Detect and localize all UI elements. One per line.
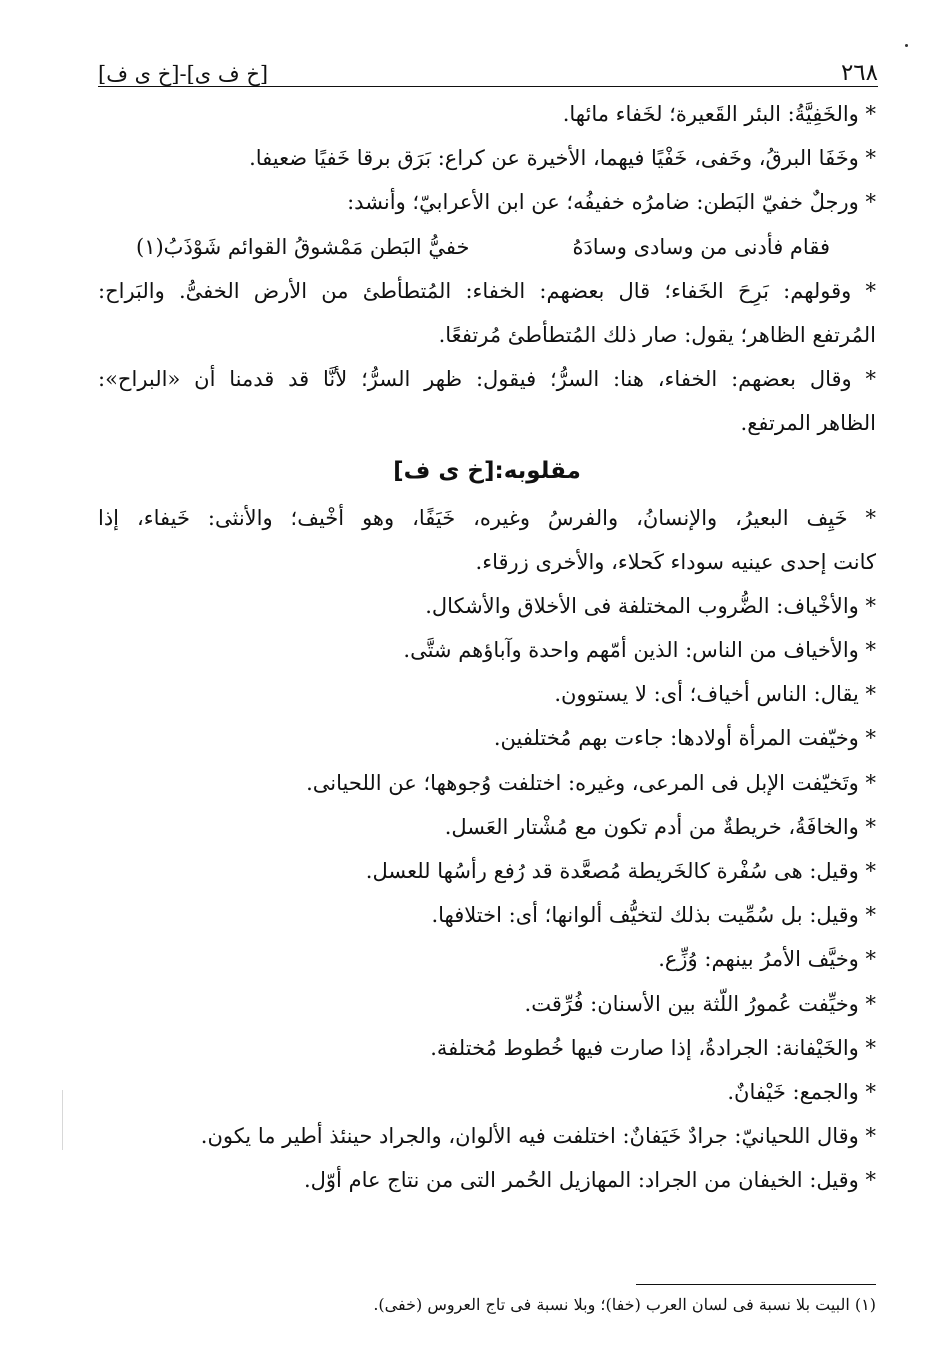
text-line: * وخيَّف الأمرُ بينهم: وُزِّع. — [658, 947, 876, 972]
text-line: * وقولهم: بَرِحَ الخَفاء؛ قال بعضهم: الخفاء: المُتطأطئ من الأرض الخفىُّ. والبَراح: — [98, 278, 876, 303]
page-header — [98, 40, 878, 86]
scan-margin-mark — [62, 1090, 63, 1150]
footnote: (١) البيت بلا نسبة فى لسان العرب (خفا)؛ وبلا نسبة فى تاج العروس (خفى). — [373, 1295, 876, 1314]
scan-dot — [905, 44, 908, 47]
text-line: * وقيل: بل سُمِّيت بذلك لتخيُّف ألوانها؛ أى: اختلافها. — [431, 903, 876, 928]
text-line: * وخيّفت المرأة أولادها: جاءت بهم مُختلفين. — [493, 726, 876, 751]
text-line: كانت إحدى عينيه سوداء كَحلاء، والأخرى زرقاء. — [475, 549, 876, 574]
text-line: * والجمع: خَيْفانٌ. — [727, 1079, 876, 1104]
footnote-rule — [636, 1284, 876, 1285]
text-line: * وخيِّفت عُمورُ اللّثة بين الأسنان: فُرِّقت. — [524, 991, 876, 1016]
text-line: * وتَخيّفت الإبل فى المرعى، وغيره: اختلفت وُجوهها؛ عن اللحيانى. — [306, 770, 876, 795]
text-line: * وقال بعضهم: الخفاء، هنا: السرُّ؛ فيقول: ظهر السرُّ؛ لأنَّا قد قدمنا أن «البراح»: — [98, 367, 876, 392]
text-line: المُرتفع الظاهر؛ يقول: صار ذلك المُتطأطئ مُرتفعًا. — [438, 322, 876, 347]
text-line: * وقال اللحيانيّ: جرادٌ خَيَفانٌ: اختلفت فيه الألوان، والجراد حينئذ أطير ما يكون. — [200, 1124, 876, 1149]
text-line: * ورجلٌ خفيّ البَطن: ضامرُه خفيفُه؛ عن ابن الأعرابيّ؛ وأنشد: — [347, 190, 876, 215]
verse-line — [98, 225, 876, 269]
main-text — [98, 92, 876, 1203]
verse-second-hemistich: خفيُّ البَطن مَمْشوقُ القوائم شَوْذَبُ(١) — [136, 234, 470, 259]
text-line: * وخَفَا البرقُ، وخَفى، خَفْيًا فيهما، الأخيرة عن كراع: بَرَق برقا خَفيًا ضعيفا. — [249, 146, 876, 171]
text-line: * والخَفِيَّةُ: البئر القَعيرة؛ لخَفاء مائها. — [562, 102, 876, 126]
section-title: مقلوبه:[خ ى ف] — [393, 457, 581, 484]
header-rule — [98, 86, 878, 87]
text-line: * وقيل: هى سُفْرة كالخَريطة مُصعَّدة قد رُفع رأسُها للعسل. — [365, 859, 876, 883]
text-line: * والأخْياف: الضُّروب المختلفة فى الأخلاق والأشكال. — [425, 593, 876, 618]
verse-first-hemistich: فقام فأدنى من وسادى وسادَهُ — [572, 234, 830, 259]
running-title: [خ ف ى]-[خ ى ف] — [98, 62, 269, 86]
page-number: ٢٦٨ — [840, 60, 878, 86]
text-line: * خَيِف البعيرُ، والإنسانُ، والفرسُ وغيره، خَيَفًا، وهو أخْيف؛ والأنثى: خَيفاء، إذا — [98, 505, 876, 530]
text-line: * والخافَةُ، خريطةٌ من أدم تكون مع مُشْتار العَسل. — [444, 814, 876, 839]
text-line: * يقال: الناس أخياف؛ أى: لا يستوون. — [554, 682, 876, 707]
text-line: * وقيل: الخيفان من الجراد: المهازيل الحُمر التى من نتاج عام أوّل. — [303, 1168, 876, 1193]
text-line: * والأخياف من الناس: الذين أمّهم واحدة وآباؤهم شتَّى. — [403, 638, 876, 663]
text-line: الظاهر المرتفع. — [740, 411, 876, 436]
text-line: * والخَيْفانة: الجرادةُ، إذا صارت فيها خُطوط مُختلفة. — [430, 1035, 876, 1060]
